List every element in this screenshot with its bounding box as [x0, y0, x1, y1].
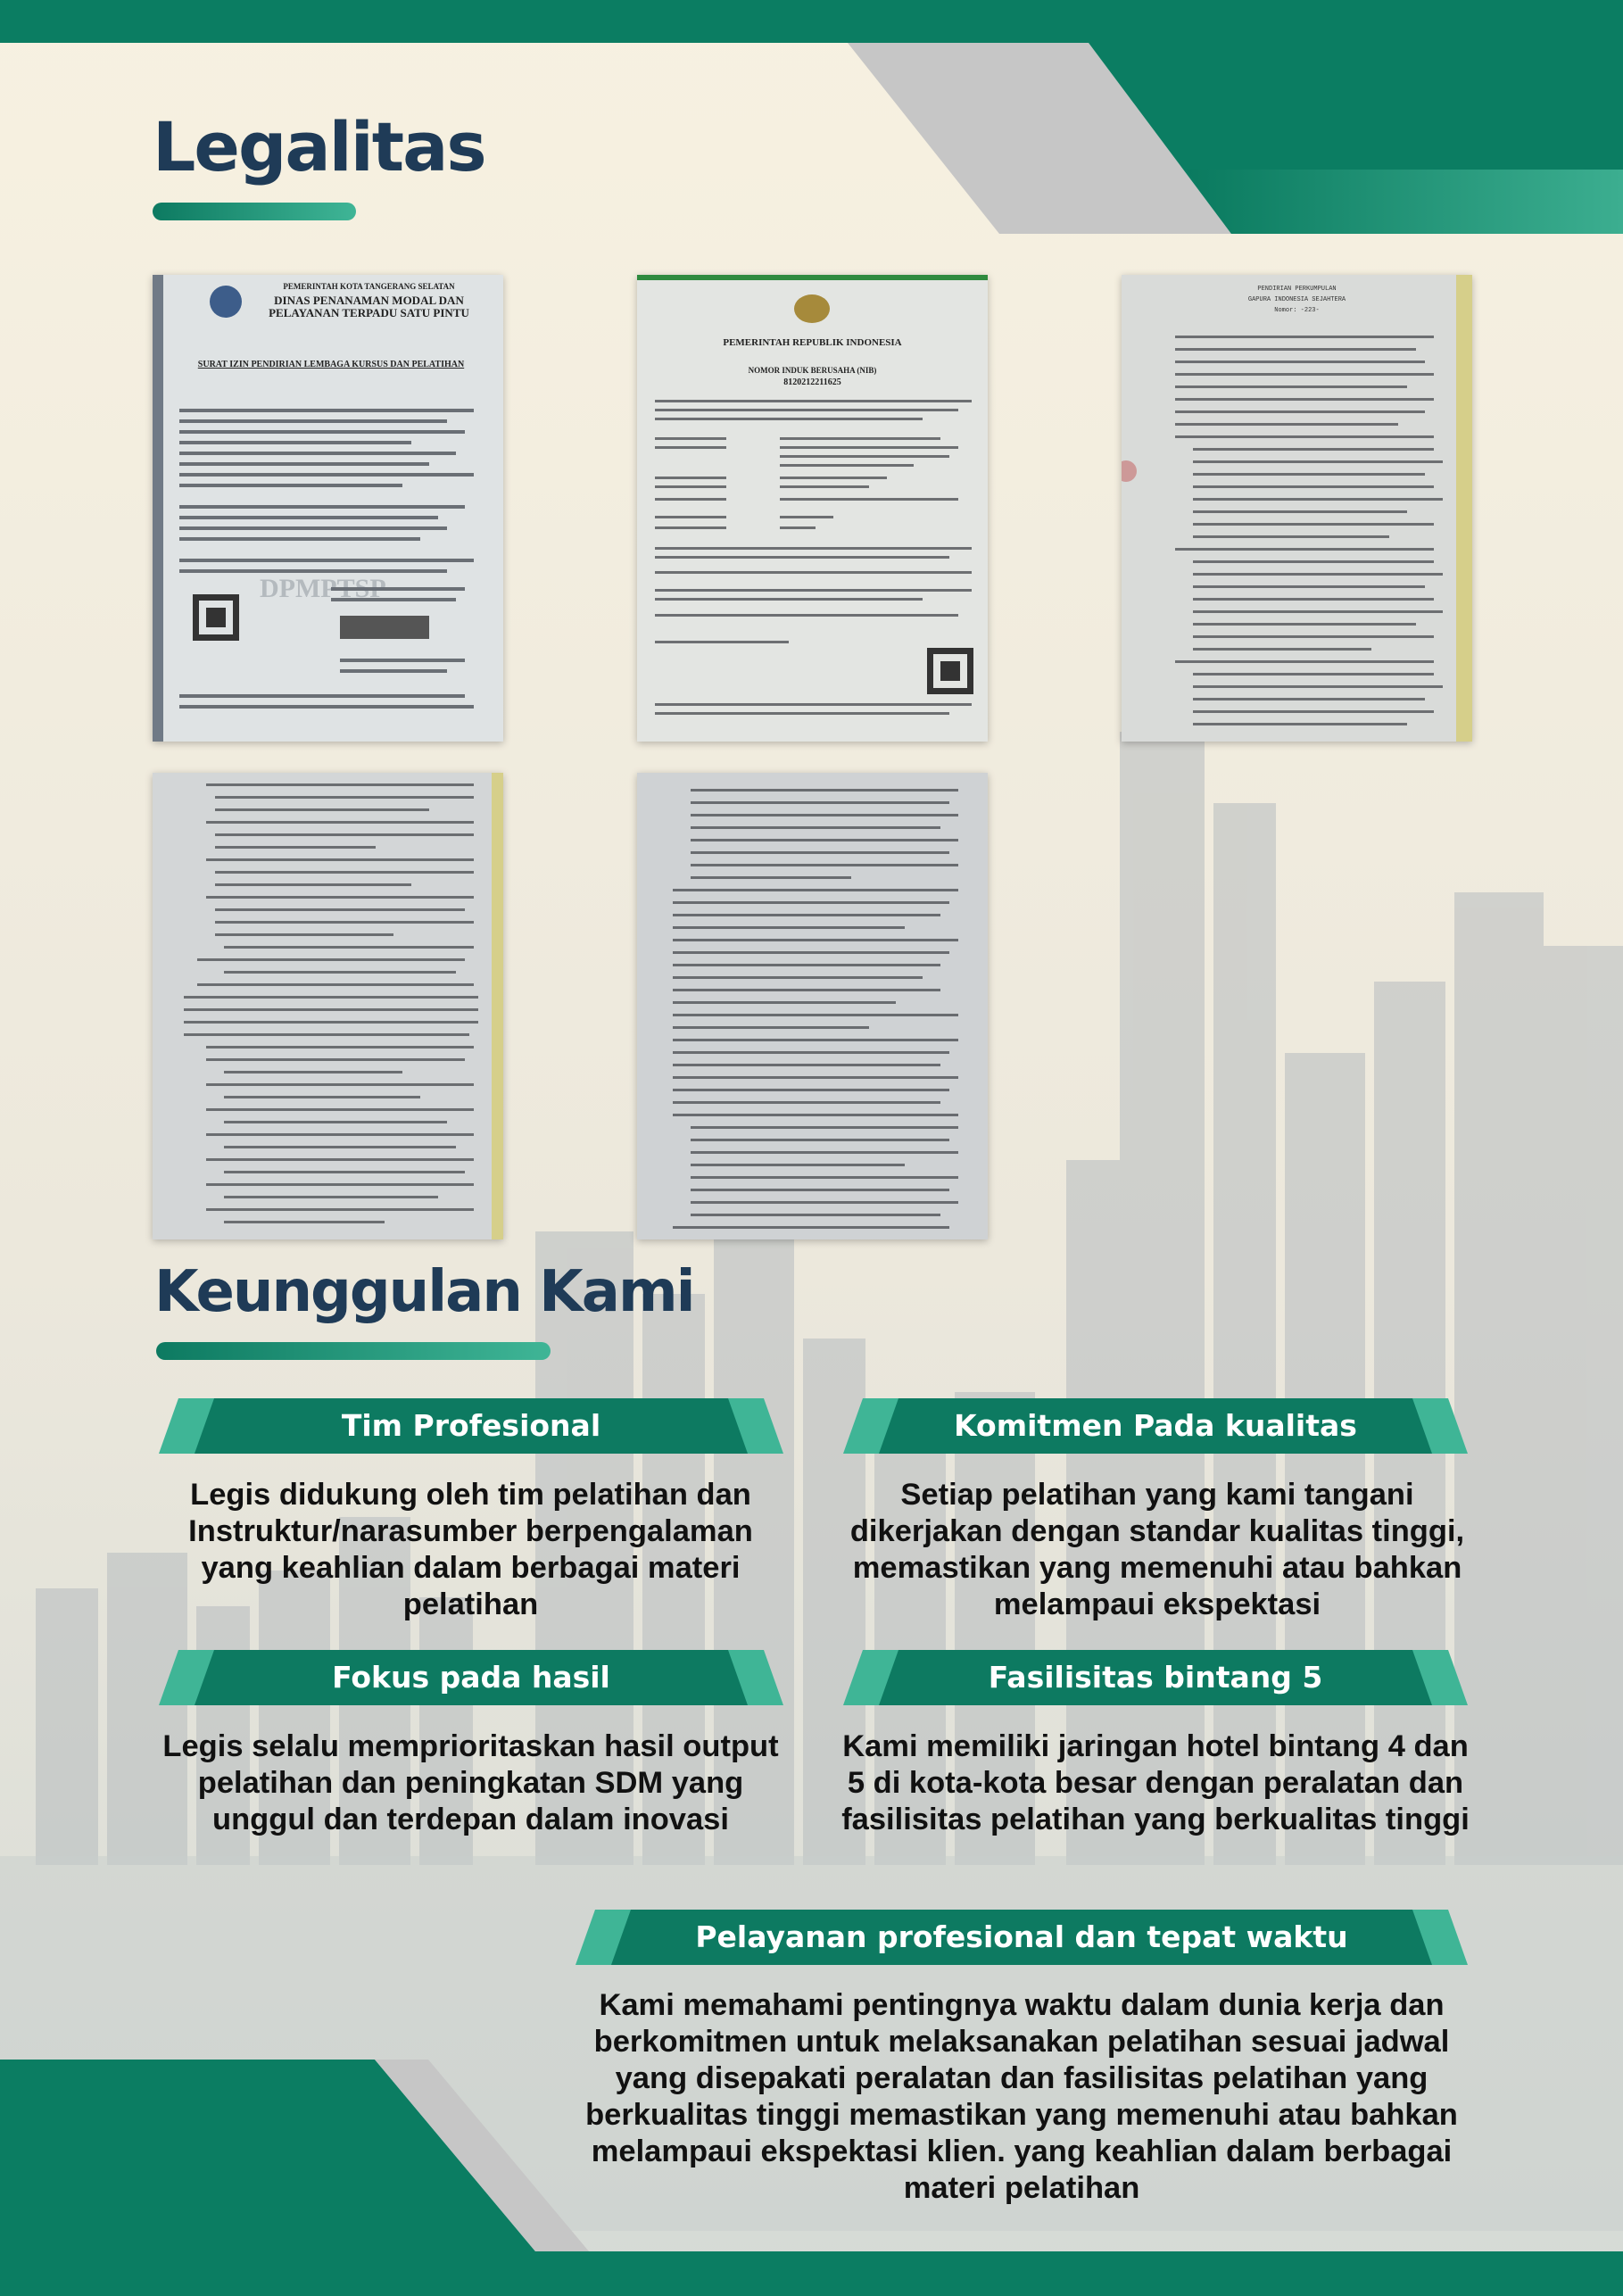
feature-header-fokus-hasil — [159, 1650, 783, 1705]
doc-stamp: DPMPTSP — [260, 574, 386, 603]
legal-document-anggaran-dasar — [153, 773, 503, 1239]
feature-description: Kami memiliki jaringan hotel bintang 4 dan 5 di kota-kota besar dengan peralatan dan fasilisitas pelatihan yang berkualitas tinggi — [841, 1729, 1470, 1836]
doc-subheading: NOMOR INDUK BERUSAHA (NIB) — [748, 366, 877, 375]
section-title-keunggulan: Keunggulan Kami — [154, 1259, 694, 1325]
feature-label: Komitmen Pada kualitas — [954, 1408, 1357, 1443]
feature-description: Kami memahami pentingnya waktu dalam dunia kerja dan berkomitmen untuk melaksanakan pelatihan sesuai jadwal yang disepakati peralatan dan fasilisitas pelatihan yang berkualitas tinggi memastikan yang memenuhi atau bahkan melampaui ekspektasi klien. yang keahlian dalam berbagai materi pelatihan — [585, 1988, 1458, 2205]
feature-header-fasilitas-bintang-5 — [843, 1650, 1468, 1705]
title-underline — [153, 203, 356, 220]
feature-header-komitmen-kualitas — [843, 1398, 1468, 1454]
feature-header-tim-profesional — [159, 1398, 783, 1454]
doc-heading: PEMERINTAH KOTA TANGERANG SELATAN — [283, 282, 455, 291]
doc-heading: PENDIRIAN PERKUMPULAN — [1257, 286, 1337, 293]
feature-description: Legis didukung oleh tim pelatihan dan Instruktur/narasumber berpengalaman yang keahlian dalam berbagai materi pelatihan — [188, 1478, 753, 1621]
feature-header-pelayanan-tepat-waktu — [576, 1910, 1468, 1965]
feature-description: Legis selalu memprioritaskan hasil output pelatihan dan peningkatan SDM yang unggul dan terdepan dalam inovasi — [162, 1729, 779, 1836]
doc-title: Nomor: -223- — [1274, 307, 1320, 314]
legal-document-berita-acara — [637, 773, 988, 1239]
legal-document-akta-pendirian — [1122, 275, 1472, 742]
section-title-legalitas: Legalitas — [153, 107, 485, 186]
doc-subheading: DINAS PENANAMAN MODAL DAN PELAYANAN TERPADU SATU PINTU — [269, 294, 469, 319]
doc-title: 8120212211625 — [783, 377, 841, 387]
feature-label: Pelayanan profesional dan tepat waktu — [695, 1919, 1348, 1954]
feature-label: Tim Profesional — [341, 1408, 601, 1443]
doc-title: SURAT IZIN PENDIRIAN LEMBAGA KURSUS DAN PELATIHAN — [197, 360, 465, 369]
feature-description: Setiap pelatihan yang kami tangani dikerjakan dengan standar kualitas tinggi, memastikan yang memenuhi atau bahkan melampaui ekspektasi — [849, 1478, 1465, 1621]
title-underline — [156, 1342, 551, 1360]
legal-document-izin-pendirian — [153, 275, 503, 742]
feature-label: Fokus pada hasil — [332, 1660, 610, 1695]
feature-label: Fasilisitas bintang 5 — [988, 1660, 1323, 1695]
doc-subheading: GAPURA INDONESIA SEJAHTERA — [1247, 296, 1346, 303]
doc-heading: PEMERINTAH REPUBLIK INDONESIA — [723, 337, 902, 348]
legal-document-nib — [637, 275, 988, 742]
